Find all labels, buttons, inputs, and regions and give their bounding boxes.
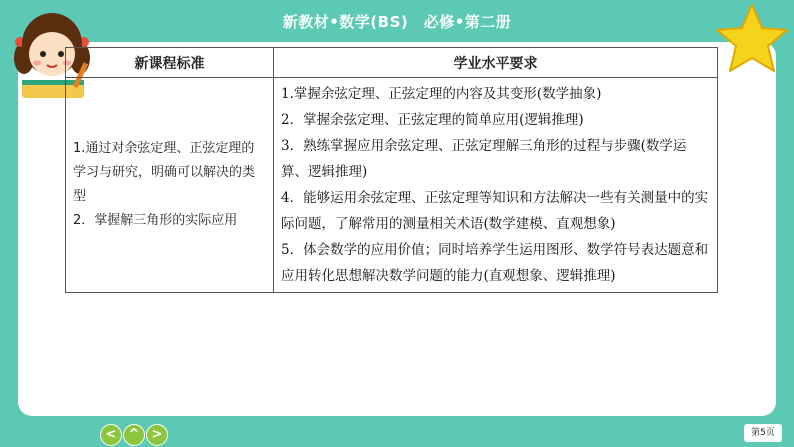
table-row: [66, 78, 718, 293]
list-item: 2．掌握余弦定理、正弦定理的简单应用(逻辑推理): [281, 112, 584, 128]
table-header-row: [66, 48, 718, 78]
list-item: 3．熟练掌握应用余弦定理、正弦定理解三角形的过程与步骤(数学运算、逻辑推理): [281, 138, 687, 180]
header-title: 新教材•数学(BS) 必修•第二册: [282, 13, 512, 31]
header-bar: [0, 0, 794, 42]
page-number: 第5页: [744, 424, 782, 442]
standard-cell: [66, 78, 274, 293]
prev-button[interactable]: <: [100, 424, 122, 446]
next-button[interactable]: >: [146, 424, 168, 446]
list-item: 1.掌握余弦定理、正弦定理的内容及其变形(数学抽象): [281, 86, 602, 102]
header-academic-requirements: 学业水平要求: [274, 48, 718, 78]
requirements-cell: [274, 78, 718, 293]
list-item: 2．掌握解三角形的实际应用: [73, 213, 238, 228]
star-icon: [710, 2, 790, 74]
list-item: 4．能够运用余弦定理、正弦定理等知识和方法解决一些有关测量中的实际问题，了解常用的测量相关术语(数学建模、直观想象): [281, 190, 709, 232]
list-item: 5．体会数学的应用价值；同时培养学生运用图形、数学符号表达题意和应用转化思想解决数学问题的能力(直观想象、逻辑推理): [281, 242, 709, 284]
home-button[interactable]: ^: [123, 424, 145, 446]
header-curriculum-standard: 新课程标准: [66, 48, 274, 78]
list-item: 1.通过对余弦定理、正弦定理的学习与研究，明确可以解决的类型: [73, 141, 256, 204]
standards-table: [65, 47, 718, 293]
